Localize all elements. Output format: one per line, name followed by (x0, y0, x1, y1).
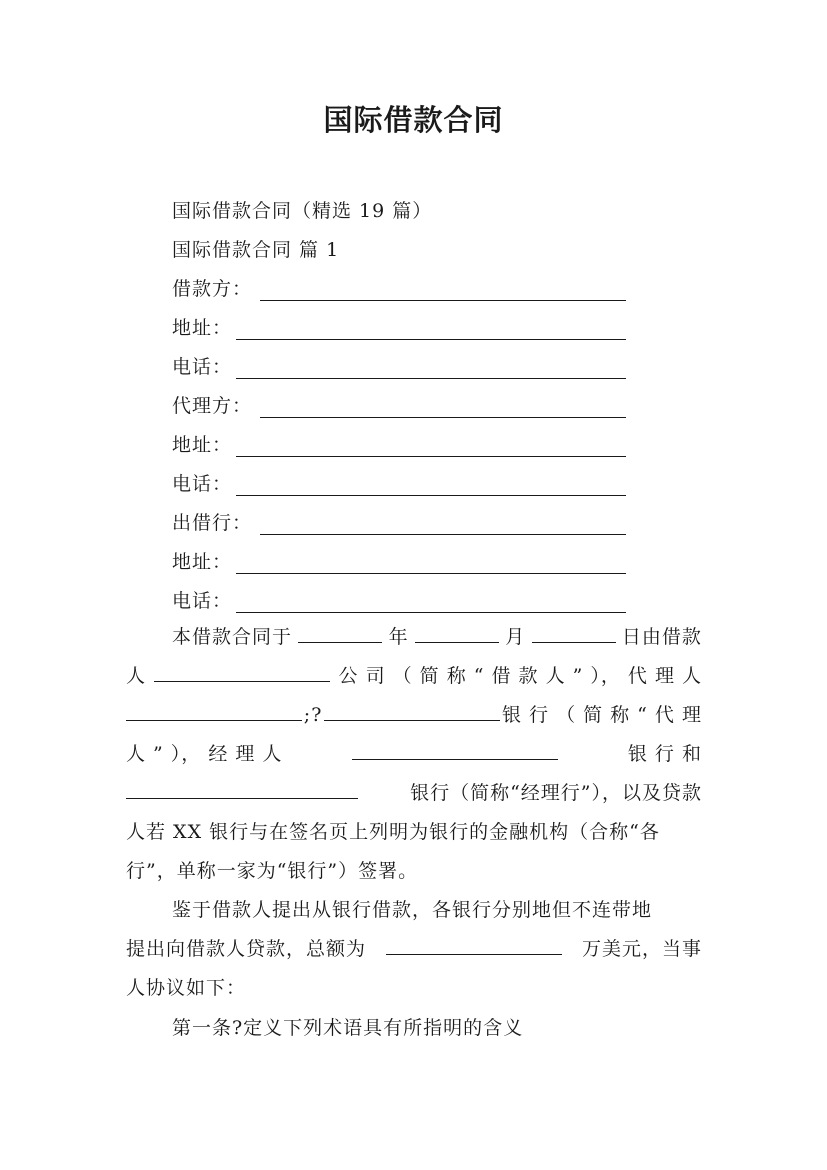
section-heading: 国际借款合同 篇 1 (172, 239, 340, 261)
text-run: 人协议如下： (126, 977, 247, 999)
text-run: 月 (505, 626, 526, 648)
field-label: 出借行： (172, 512, 253, 534)
blank-line (126, 700, 302, 721)
field-label: 地址： (172, 551, 233, 573)
text-run: 人若 XX 银行与在签名页上列明为银行的金融机构（合称“各 (126, 821, 660, 843)
blank-line (386, 934, 562, 955)
blank-line (236, 612, 626, 613)
paragraph-line (126, 618, 702, 657)
blank-line (154, 661, 330, 682)
blank-line (415, 622, 499, 643)
lending-bank-phone-field (172, 588, 232, 614)
agent-phone-field (172, 471, 232, 497)
field-label: 地址： (172, 434, 233, 456)
field-label: 借款方： (172, 278, 253, 300)
borrower-phone-field (172, 354, 232, 380)
blank-line (236, 573, 626, 574)
text-run: 人 (126, 665, 147, 687)
blank-line (298, 622, 382, 643)
paragraph-line (126, 696, 702, 735)
text-run: 银 行 和 (627, 743, 702, 765)
text-run: 本借款合同于 (172, 626, 293, 648)
blank-line (236, 339, 626, 340)
text-run: 年 (388, 626, 409, 648)
field-label: 地址： (172, 317, 233, 339)
document-title: 国际借款合同 (323, 103, 504, 137)
agent-field (172, 393, 252, 419)
paragraph-line (126, 657, 702, 696)
blank-line (236, 495, 626, 496)
field-label: 电话： (172, 590, 233, 612)
contract-paragraph-1 (126, 618, 702, 891)
paragraph-line (126, 774, 702, 813)
text-run: 银行（简称“经理行”），以及贷款 (410, 782, 702, 804)
field-label: 代理方： (172, 395, 253, 417)
lending-bank-address-field (172, 549, 232, 575)
text-run: ;? (303, 704, 323, 726)
blank-line (126, 778, 358, 799)
blank-line (260, 417, 626, 418)
blank-line (236, 456, 626, 457)
text-run: 人 ” ）， 经 理 人 (126, 743, 283, 765)
paragraph-line (126, 891, 702, 930)
paragraph-line (126, 813, 702, 852)
text-run: 银 行 （ 简 称 “ 代 理 (501, 704, 702, 726)
blank-line (324, 700, 500, 721)
paragraph-line (126, 930, 702, 969)
paragraph-line (126, 969, 702, 1008)
field-label: 电话： (172, 473, 233, 495)
document-subtitle: 国际借款合同（精选 19 篇） (172, 200, 433, 222)
text-run: 万美元，当事 (581, 938, 702, 960)
text-run: 提出向借款人贷款，总额为 (126, 938, 367, 960)
paragraph-line (126, 735, 702, 774)
blank-line (532, 622, 616, 643)
borrower-address-field (172, 315, 232, 341)
blank-line (236, 378, 626, 379)
text-run: 公 司 （ 简 称 “ 借 款 人 ” ）， 代 理 人 (338, 665, 702, 687)
text-run: 行”，单称一家为“银行”）签署。 (126, 860, 419, 882)
agent-address-field (172, 432, 232, 458)
field-label: 电话： (172, 356, 233, 378)
article-1-heading: 第一条?定义下列术语具有所指明的含义 (172, 1017, 524, 1039)
blank-line (260, 534, 626, 535)
text-run: 日由借款 (621, 626, 702, 648)
paragraph-line (126, 852, 702, 891)
borrower-field (172, 276, 252, 302)
lending-bank-field (172, 510, 252, 536)
text-run: 鉴于借款人提出从银行借款，各银行分别地但不连带地 (172, 899, 653, 921)
blank-line (352, 739, 558, 760)
blank-line (260, 300, 626, 301)
contract-paragraph-2 (126, 891, 702, 1008)
